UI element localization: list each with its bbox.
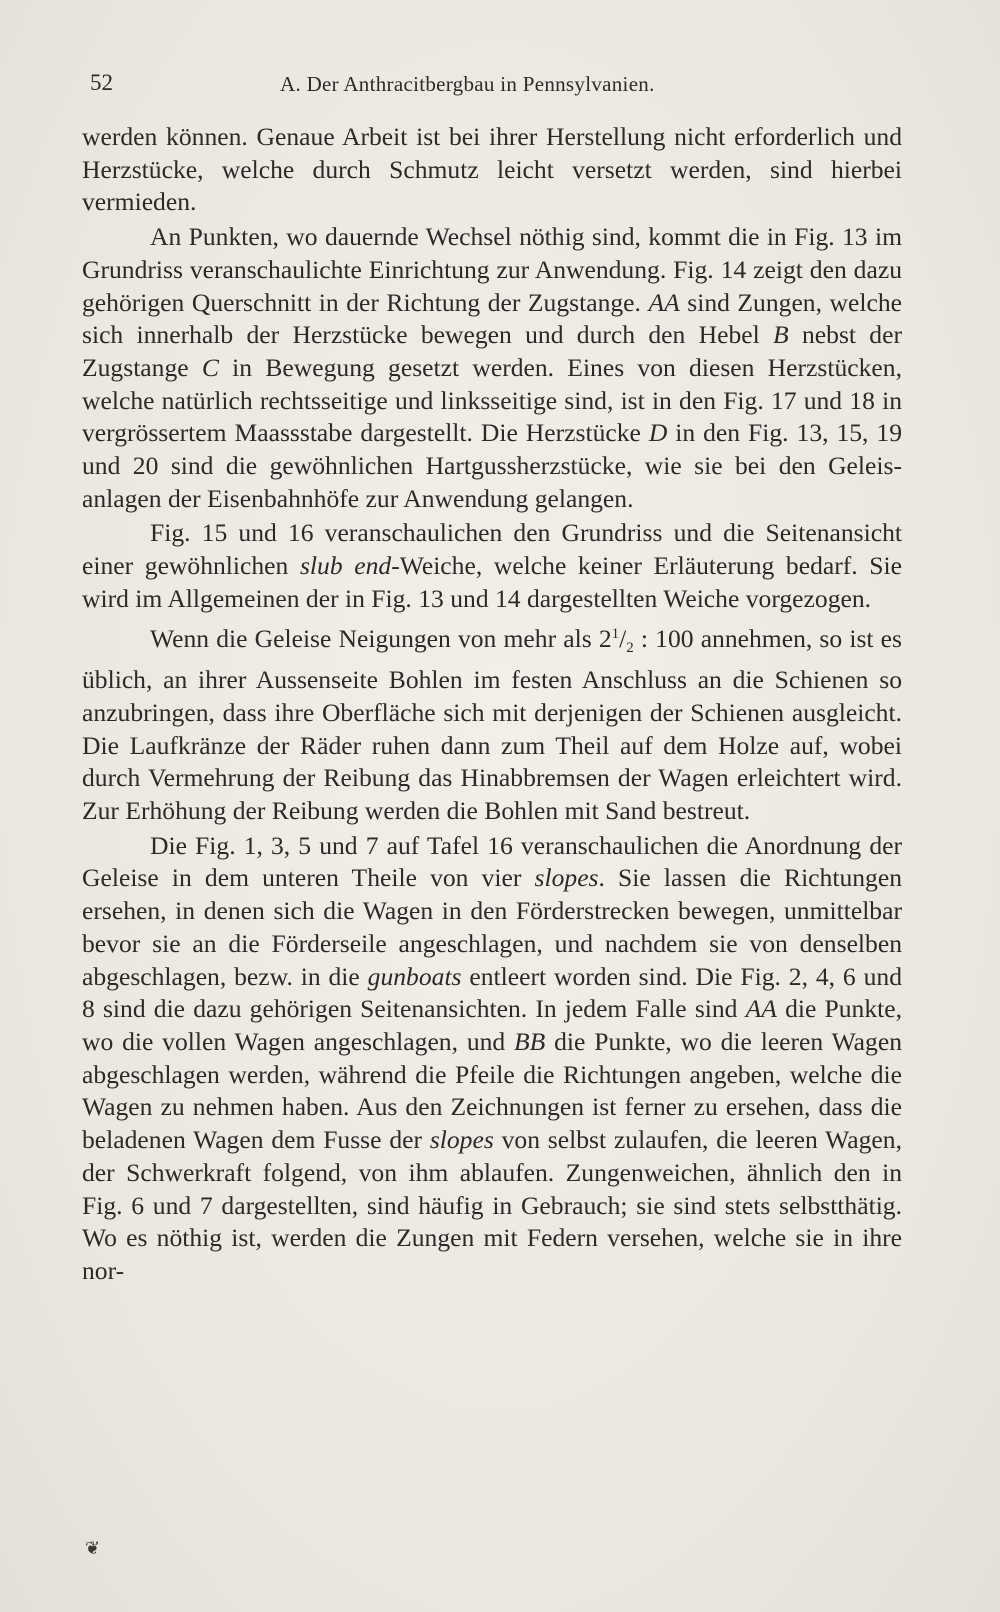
text-span: nebst der Zugstange (82, 320, 902, 382)
text-span: die Punkte, wo die vollen Wagen angeschlagen, und (82, 994, 902, 1056)
paragraph-3 (82, 517, 902, 615)
italic-span: AA (745, 994, 777, 1024)
italic-span: AA (648, 287, 680, 317)
italic-span: B (773, 320, 789, 350)
page-header (90, 70, 900, 100)
text-span: An Punkten, wo dauernde Wechsel nöthig sind, kommt die in Fig. 13 im Grundriss veranschaulichte Einrichtung zur Anwendung. Fig. 14 zeigt den dazu gehörigen Querschnitt in der Richtung der Zugstange. (82, 222, 902, 317)
text-span: : 100 annehmen, so ist es üblich, an ihrer Aussenseite Bohlen im festen Anschluss an die Schienen so anzubringen, dass ihre Oberfläche sich mit derjenigen der Schienen ausgleicht. Die Laufkränze der Räder ruhen dann zum Theil auf dem Holze auf, wobei durch Vermehrung der Reibung das Hinabbremsen der Wagen erleichtert wird. Zur Erhöhung der Reibung werden die Bohlen mit Sand bestreut. (82, 623, 902, 826)
text-span: in Bewegung gesetzt werden. Eines von diesen Herzstücken, welche natürlich rechtsseitige und linksseitige sind, ist in den Fig. 17 und 18 in vergrössertem Maassstabe dargestellt. Die Herzstücke (82, 352, 902, 448)
text-span: Fig. 15 und 16 veranschaulichen den Grundriss und die Seitenansicht einer gewöhnlichen (82, 518, 902, 581)
paragraph-4 (82, 618, 902, 828)
italic-span: slopes (534, 863, 599, 893)
italic-span: D (648, 418, 668, 448)
paragraph-2 (82, 221, 902, 515)
text-span: von selbst zulaufen, die leeren Wagen, der Schwerkraft folgend, von ihm ablaufen. Zungenweichen, ähnlich den in Fig. 6 und 7 dargestellten, sind häufig in Gebrauch; sie sind stets selbstthätig. Wo es nöthig ist, werden die Zungen mit Federn versehen, welche sie in ihre nor- (82, 1125, 902, 1285)
text-span: -Weiche, welche keiner Erläuterung bedarf. Sie wird im Allgemeinen der in Fig. 13 und 14 dargestellten Weiche vorgezogen. (82, 551, 902, 613)
text-span: entleert worden sind. Die Fig. 2, 4, 6 und 8 sind die dazu gehörigen Seitenansichten. In jedem Falle sind (82, 961, 902, 1024)
italic-span: slub end (299, 551, 392, 581)
text-span: . Sie lassen die Richtungen ersehen, in denen sich die Wagen in den Förderstrecken bewegen, unmittelbar bevor sie an die Förderseile angeschlagen, und nachdem sie von denselben abgeschlagen, bezw. in die (82, 863, 902, 991)
fraction-slash: / (619, 623, 627, 653)
italic-span: C (201, 352, 219, 382)
paragraph-5 (82, 830, 902, 1288)
paragraph-1: werden können. Genaue Arbeit ist bei ihrer Herstellung nicht erforderlich und Herzstücke, welche durch Schmutz leicht versetzt werden, sind hierbei vermieden. (82, 122, 902, 217)
italic-span: BB (514, 1026, 546, 1056)
text-span: Wenn die Geleise Neigungen von mehr als 2 (150, 623, 612, 653)
body-text (82, 121, 902, 1290)
italic-span: slopes (429, 1125, 494, 1155)
ornament-mark: ❦ (85, 1538, 101, 1558)
fraction-denominator: 2 (626, 639, 634, 656)
text-span: in den Fig. 13, 15, 19 und 20 sind die gewöhnlichen Hartgussherzstücke, wie sie bei den Geleisanlagen der Eisenbahnhöfe zur Anwendung gelangen. (82, 418, 902, 513)
running-title: A. Der Anthracitbergbau in Pennsylvanien. (280, 72, 655, 96)
text-span: Die Fig. 1, 3, 5 und 7 auf Tafel 16 veranschaulichen die Anordnung der Geleise in dem unteren Theile von vier (82, 830, 902, 893)
fraction-numerator: 1 (611, 625, 620, 642)
text-span: sind Zungen, welche sich innerhalb der Herzstücke bewegen und durch den Hebel (82, 287, 902, 350)
text-span: die Punkte, wo die leeren Wagen abgeschlagen werden, während die Pfeile die Richtungen angeben, welche die Wagen zu nehmen haben. Aus den Zeichnungen ist ferner zu ersehen, dass die beladenen Wagen dem Fusse der (82, 1026, 902, 1155)
italic-span: gunboats (367, 961, 462, 991)
page-number: 52 (90, 70, 113, 95)
